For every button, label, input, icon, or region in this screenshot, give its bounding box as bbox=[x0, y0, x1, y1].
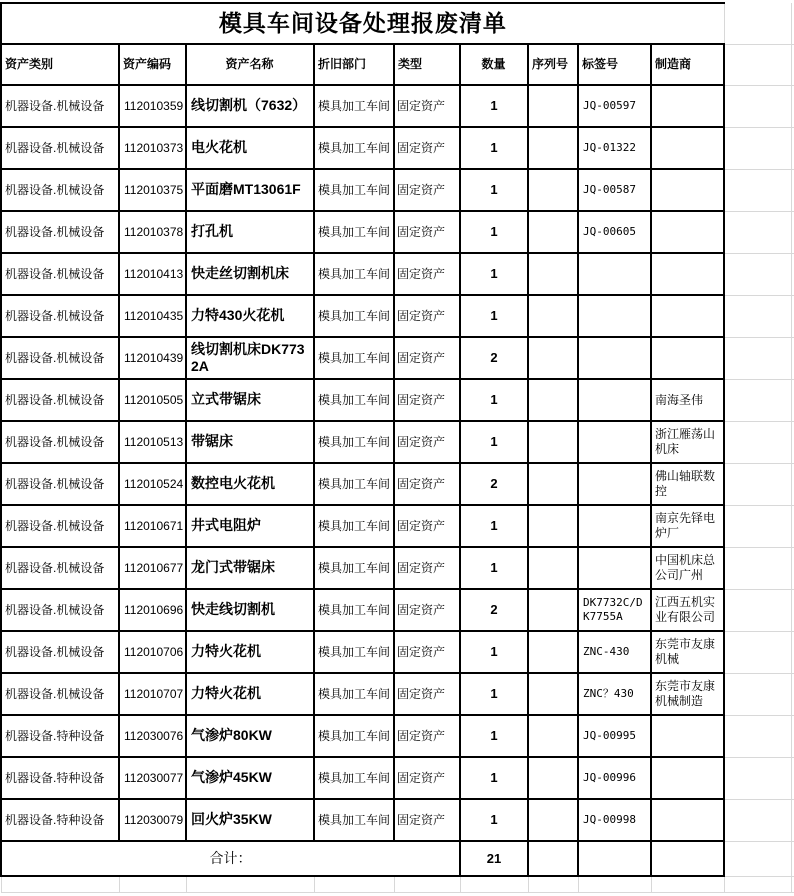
cell-quantity[interactable]: 2 bbox=[460, 589, 528, 631]
cell-manufacturer[interactable]: 江西五机实业有限公司 bbox=[651, 589, 724, 631]
cell-tag-number[interactable]: JQ-00996 bbox=[578, 757, 651, 799]
cell-tag-number[interactable] bbox=[578, 421, 651, 463]
cell-asset-category[interactable]: 机器设备.特种设备 bbox=[1, 799, 119, 841]
total-label[interactable]: 合计： bbox=[1, 841, 460, 876]
cell-depreciation-dept[interactable]: 模具加工车间 bbox=[314, 505, 394, 547]
gridline-cell bbox=[724, 3, 791, 44]
cell-tag-number[interactable]: DK7732C/DK7755A bbox=[578, 589, 651, 631]
cell-asset-code[interactable]: 112030079 bbox=[119, 799, 186, 841]
gridline-cell bbox=[724, 211, 791, 253]
cell-manufacturer[interactable]: 东莞市友康机械制造 bbox=[651, 673, 724, 715]
cell-quantity[interactable]: 1 bbox=[460, 295, 528, 337]
cell-asset-code[interactable]: 112010677 bbox=[119, 547, 186, 589]
cell-depreciation-dept[interactable]: 模具加工车间 bbox=[314, 715, 394, 757]
table-row bbox=[1, 337, 794, 379]
gridline-cell bbox=[119, 876, 186, 892]
cell-tag-number[interactable] bbox=[578, 463, 651, 505]
cell-type[interactable]: 固定资产 bbox=[394, 589, 460, 631]
table-row bbox=[1, 589, 794, 631]
cell-manufacturer[interactable] bbox=[651, 85, 724, 127]
column-header-asset-code[interactable]: 资产编码 bbox=[119, 44, 186, 85]
gridline-cell bbox=[724, 841, 791, 876]
cell-quantity[interactable]: 2 bbox=[460, 463, 528, 505]
gridline-cell bbox=[724, 379, 791, 421]
cell-depreciation-dept[interactable]: 模具加工车间 bbox=[314, 127, 394, 169]
cell-tag-number[interactable]: JQ-00995 bbox=[578, 715, 651, 757]
cell-type[interactable]: 固定资产 bbox=[394, 337, 460, 379]
cell-asset-category[interactable]: 机器设备.机械设备 bbox=[1, 169, 119, 211]
cell-manufacturer[interactable] bbox=[651, 757, 724, 799]
cell-depreciation-dept[interactable]: 模具加工车间 bbox=[314, 799, 394, 841]
gridline-cell bbox=[724, 463, 791, 505]
cell-tag-number[interactable] bbox=[578, 337, 651, 379]
cell-serial-number[interactable] bbox=[528, 421, 578, 463]
gridline-cell bbox=[394, 876, 460, 892]
cell-serial-number[interactable] bbox=[528, 589, 578, 631]
table-row bbox=[1, 631, 794, 673]
cell-tag-number[interactable] bbox=[578, 547, 651, 589]
cell-asset-category[interactable]: 机器设备.特种设备 bbox=[1, 757, 119, 799]
cell-quantity[interactable]: 1 bbox=[460, 757, 528, 799]
cell-type[interactable]: 固定资产 bbox=[394, 85, 460, 127]
cell-manufacturer[interactable]: 中国机床总公司广州 bbox=[651, 547, 724, 589]
cell-asset-category[interactable]: 机器设备.机械设备 bbox=[1, 379, 119, 421]
title-row bbox=[1, 3, 794, 44]
cell-manufacturer[interactable] bbox=[651, 295, 724, 337]
cell-manufacturer[interactable]: 佛山轴联数控 bbox=[651, 463, 724, 505]
table-row bbox=[1, 211, 794, 253]
cell-type[interactable]: 固定资产 bbox=[394, 673, 460, 715]
gridline-cell bbox=[724, 673, 791, 715]
cell-asset-category[interactable]: 机器设备.机械设备 bbox=[1, 85, 119, 127]
table-row bbox=[1, 799, 794, 841]
table-row bbox=[1, 253, 794, 295]
gridline-cell bbox=[578, 876, 651, 892]
cell-manufacturer[interactable] bbox=[651, 799, 724, 841]
cell-type[interactable]: 固定资产 bbox=[394, 421, 460, 463]
table-row bbox=[1, 463, 794, 505]
column-header-depreciation-dept[interactable]: 折旧部门 bbox=[314, 44, 394, 85]
column-header-quantity[interactable]: 数量 bbox=[460, 44, 528, 85]
gridline-cell bbox=[1, 876, 119, 892]
cell-asset-name[interactable]: 平面磨MT13061F bbox=[186, 169, 314, 211]
cell-tag-number[interactable]: ZNC-430 bbox=[578, 631, 651, 673]
cell-asset-code[interactable]: 112010505 bbox=[119, 379, 186, 421]
cell-asset-category[interactable]: 机器设备.机械设备 bbox=[1, 211, 119, 253]
column-header-type[interactable]: 类型 bbox=[394, 44, 460, 85]
gridline-cell bbox=[528, 876, 578, 892]
cell-depreciation-dept[interactable]: 模具加工车间 bbox=[314, 295, 394, 337]
cell-asset-name[interactable]: 快走线切割机 bbox=[186, 589, 314, 631]
cell-depreciation-dept[interactable]: 模具加工车间 bbox=[314, 547, 394, 589]
cell-manufacturer[interactable]: 东莞市友康机械 bbox=[651, 631, 724, 673]
gridline-cell bbox=[724, 295, 791, 337]
cell-manufacturer[interactable] bbox=[651, 841, 724, 876]
cell-asset-name[interactable]: 井式电阻炉 bbox=[186, 505, 314, 547]
gridline-cell bbox=[724, 631, 791, 673]
cell-tag-number[interactable]: JQ-00597 bbox=[578, 85, 651, 127]
cell-depreciation-dept[interactable]: 模具加工车间 bbox=[314, 589, 394, 631]
column-header-serial-number[interactable]: 序列号 bbox=[528, 44, 578, 85]
cell-type[interactable]: 固定资产 bbox=[394, 631, 460, 673]
cell-type[interactable]: 固定资产 bbox=[394, 253, 460, 295]
cell-depreciation-dept[interactable]: 模具加工车间 bbox=[314, 463, 394, 505]
gridline-cell bbox=[724, 505, 791, 547]
cell-quantity[interactable]: 1 bbox=[460, 505, 528, 547]
cell-manufacturer[interactable] bbox=[651, 211, 724, 253]
cell-asset-category[interactable]: 机器设备.机械设备 bbox=[1, 589, 119, 631]
cell-asset-code[interactable]: 112010706 bbox=[119, 631, 186, 673]
cell-serial-number[interactable] bbox=[528, 799, 578, 841]
cell-asset-name[interactable]: 快走丝切割机床 bbox=[186, 253, 314, 295]
bottom-gridline-row bbox=[1, 876, 794, 892]
cell-serial-number[interactable] bbox=[528, 673, 578, 715]
cell-type[interactable]: 固定资产 bbox=[394, 715, 460, 757]
cell-serial-number[interactable] bbox=[528, 715, 578, 757]
gridline-cell bbox=[724, 715, 791, 757]
cell-type[interactable]: 固定资产 bbox=[394, 379, 460, 421]
table-row bbox=[1, 547, 794, 589]
cell-quantity[interactable]: 1 bbox=[460, 421, 528, 463]
cell-manufacturer[interactable]: 浙江雁荡山机床 bbox=[651, 421, 724, 463]
cell-asset-name[interactable]: 力特火花机 bbox=[186, 673, 314, 715]
cell-quantity[interactable]: 1 bbox=[460, 169, 528, 211]
table-row bbox=[1, 757, 794, 799]
cell-asset-name[interactable]: 立式带锯床 bbox=[186, 379, 314, 421]
cell-depreciation-dept[interactable]: 模具加工车间 bbox=[314, 211, 394, 253]
cell-manufacturer[interactable]: 南京先铎电炉厂 bbox=[651, 505, 724, 547]
gridline-cell bbox=[314, 876, 394, 892]
cell-asset-name[interactable]: 打孔机 bbox=[186, 211, 314, 253]
table-row bbox=[1, 673, 794, 715]
cell-quantity[interactable]: 1 bbox=[460, 547, 528, 589]
cell-depreciation-dept[interactable]: 模具加工车间 bbox=[314, 673, 394, 715]
cell-depreciation-dept[interactable]: 模具加工车间 bbox=[314, 421, 394, 463]
cell-asset-name[interactable]: 力特火花机 bbox=[186, 631, 314, 673]
cell-serial-number[interactable] bbox=[528, 211, 578, 253]
cell-quantity[interactable]: 1 bbox=[460, 799, 528, 841]
cell-quantity[interactable]: 1 bbox=[460, 85, 528, 127]
cell-serial-number[interactable] bbox=[528, 463, 578, 505]
cell-asset-name[interactable]: 气渗炉80KW bbox=[186, 715, 314, 757]
cell-type[interactable]: 固定资产 bbox=[394, 211, 460, 253]
gridline-cell bbox=[724, 337, 791, 379]
cell-asset-name[interactable]: 线切割机床DK7732A bbox=[186, 337, 314, 379]
column-header-tag-number[interactable]: 标签号 bbox=[578, 44, 651, 85]
cell-tag-number[interactable] bbox=[578, 841, 651, 876]
cell-serial-number[interactable] bbox=[528, 631, 578, 673]
cell-asset-category[interactable]: 机器设备.机械设备 bbox=[1, 295, 119, 337]
cell-asset-name[interactable]: 龙门式带锯床 bbox=[186, 547, 314, 589]
gridline-cell bbox=[724, 44, 791, 85]
cell-asset-category[interactable]: 机器设备.机械设备 bbox=[1, 505, 119, 547]
cell-quantity[interactable]: 1 bbox=[460, 211, 528, 253]
cell-asset-category[interactable]: 机器设备.机械设备 bbox=[1, 547, 119, 589]
cell-tag-number[interactable] bbox=[578, 253, 651, 295]
cell-serial-number[interactable] bbox=[528, 85, 578, 127]
cell-manufacturer[interactable] bbox=[651, 715, 724, 757]
cell-asset-category[interactable]: 机器设备.机械设备 bbox=[1, 253, 119, 295]
cell-asset-code[interactable]: 112010413 bbox=[119, 253, 186, 295]
cell-quantity[interactable]: 1 bbox=[460, 673, 528, 715]
cell-type[interactable]: 固定资产 bbox=[394, 463, 460, 505]
cell-asset-code[interactable]: 112010439 bbox=[119, 337, 186, 379]
cell-manufacturer[interactable] bbox=[651, 253, 724, 295]
cell-tag-number[interactable]: JQ-00605 bbox=[578, 211, 651, 253]
cell-asset-name[interactable]: 数控电火花机 bbox=[186, 463, 314, 505]
cell-quantity[interactable]: 1 bbox=[460, 253, 528, 295]
gridline-cell bbox=[724, 757, 791, 799]
cell-asset-code[interactable]: 112010671 bbox=[119, 505, 186, 547]
cell-manufacturer[interactable]: 南海圣伟 bbox=[651, 379, 724, 421]
cell-serial-number[interactable] bbox=[528, 379, 578, 421]
cell-serial-number[interactable] bbox=[528, 253, 578, 295]
cell-serial-number[interactable] bbox=[528, 841, 578, 876]
gridline-cell bbox=[724, 547, 791, 589]
gridline-cell bbox=[724, 799, 791, 841]
cell-tag-number[interactable] bbox=[578, 295, 651, 337]
cell-asset-name[interactable]: 线切割机（7632） bbox=[186, 85, 314, 127]
cell-serial-number[interactable] bbox=[528, 169, 578, 211]
cell-tag-number[interactable]: JQ-00587 bbox=[578, 169, 651, 211]
cell-asset-code[interactable]: 112010378 bbox=[119, 211, 186, 253]
gridline-cell bbox=[724, 253, 791, 295]
cell-asset-code[interactable]: 112030076 bbox=[119, 715, 186, 757]
cell-asset-category[interactable]: 机器设备.机械设备 bbox=[1, 673, 119, 715]
table-body bbox=[1, 85, 794, 841]
cell-tag-number[interactable]: JQ-00998 bbox=[578, 799, 651, 841]
cell-tag-number[interactable]: ZNC？430 bbox=[578, 673, 651, 715]
table-row bbox=[1, 127, 794, 169]
cell-depreciation-dept[interactable]: 模具加工车间 bbox=[314, 253, 394, 295]
cell-quantity[interactable]: 2 bbox=[460, 337, 528, 379]
gridline-cell bbox=[724, 876, 791, 892]
cell-asset-code[interactable]: 112030077 bbox=[119, 757, 186, 799]
cell-asset-name[interactable]: 气渗炉45KW bbox=[186, 757, 314, 799]
cell-type[interactable]: 固定资产 bbox=[394, 295, 460, 337]
cell-asset-name[interactable]: 带锯床 bbox=[186, 421, 314, 463]
table-row bbox=[1, 421, 794, 463]
table-row bbox=[1, 505, 794, 547]
cell-type[interactable]: 固定资产 bbox=[394, 505, 460, 547]
cell-asset-code[interactable]: 112010513 bbox=[119, 421, 186, 463]
cell-asset-category[interactable]: 机器设备.特种设备 bbox=[1, 715, 119, 757]
gridline-cell bbox=[724, 85, 791, 127]
cell-asset-code[interactable]: 112010435 bbox=[119, 295, 186, 337]
header-row bbox=[1, 44, 794, 85]
cell-asset-name[interactable]: 电火花机 bbox=[186, 127, 314, 169]
table-row bbox=[1, 85, 794, 127]
cell-quantity[interactable]: 1 bbox=[460, 631, 528, 673]
cell-depreciation-dept[interactable]: 模具加工车间 bbox=[314, 85, 394, 127]
table-row bbox=[1, 379, 794, 421]
column-header-asset-name[interactable]: 资产名称 bbox=[186, 44, 314, 85]
gridline-cell bbox=[724, 589, 791, 631]
cell-serial-number[interactable] bbox=[528, 337, 578, 379]
cell-depreciation-dept[interactable]: 模具加工车间 bbox=[314, 337, 394, 379]
cell-type[interactable]: 固定资产 bbox=[394, 757, 460, 799]
cell-asset-code[interactable]: 112010375 bbox=[119, 169, 186, 211]
total-row bbox=[1, 841, 794, 876]
cell-serial-number[interactable] bbox=[528, 547, 578, 589]
cell-type[interactable]: 固定资产 bbox=[394, 127, 460, 169]
table-row bbox=[1, 169, 794, 211]
cell-asset-code[interactable]: 112010707 bbox=[119, 673, 186, 715]
cell-asset-category[interactable]: 机器设备.机械设备 bbox=[1, 463, 119, 505]
cell-serial-number[interactable] bbox=[528, 757, 578, 799]
column-header-manufacturer[interactable]: 制造商 bbox=[651, 44, 724, 85]
cell-type[interactable]: 固定资产 bbox=[394, 799, 460, 841]
table-row bbox=[1, 715, 794, 757]
cell-manufacturer[interactable] bbox=[651, 169, 724, 211]
cell-tag-number[interactable]: JQ-01322 bbox=[578, 127, 651, 169]
cell-serial-number[interactable] bbox=[528, 505, 578, 547]
cell-manufacturer[interactable] bbox=[651, 337, 724, 379]
cell-type[interactable]: 固定资产 bbox=[394, 547, 460, 589]
cell-serial-number[interactable] bbox=[528, 295, 578, 337]
cell-tag-number[interactable] bbox=[578, 379, 651, 421]
cell-asset-name[interactable]: 回火炉35KW bbox=[186, 799, 314, 841]
cell-asset-category[interactable]: 机器设备.机械设备 bbox=[1, 631, 119, 673]
cell-quantity[interactable]: 1 bbox=[460, 127, 528, 169]
cell-asset-category[interactable]: 机器设备.机械设备 bbox=[1, 421, 119, 463]
cell-type[interactable]: 固定资产 bbox=[394, 169, 460, 211]
scrap-list-sheet bbox=[0, 2, 794, 893]
cell-asset-code[interactable]: 112010373 bbox=[119, 127, 186, 169]
total-quantity[interactable]: 21 bbox=[460, 841, 528, 876]
cell-asset-code[interactable]: 112010524 bbox=[119, 463, 186, 505]
cell-depreciation-dept[interactable]: 模具加工车间 bbox=[314, 631, 394, 673]
cell-asset-category[interactable]: 机器设备.机械设备 bbox=[1, 127, 119, 169]
cell-asset-code[interactable]: 112010696 bbox=[119, 589, 186, 631]
cell-asset-category[interactable]: 机器设备.机械设备 bbox=[1, 337, 119, 379]
gridline-cell bbox=[724, 169, 791, 211]
column-header-asset-category[interactable]: 资产类别 bbox=[1, 44, 119, 85]
cell-asset-code[interactable]: 112010359 bbox=[119, 85, 186, 127]
gridline-cell bbox=[651, 876, 724, 892]
table-row bbox=[1, 295, 794, 337]
cell-depreciation-dept[interactable]: 模具加工车间 bbox=[314, 169, 394, 211]
cell-depreciation-dept[interactable]: 模具加工车间 bbox=[314, 757, 394, 799]
cell-asset-name[interactable]: 力特430火花机 bbox=[186, 295, 314, 337]
cell-serial-number[interactable] bbox=[528, 127, 578, 169]
cell-quantity[interactable]: 1 bbox=[460, 379, 528, 421]
gridline-cell bbox=[186, 876, 314, 892]
cell-depreciation-dept[interactable]: 模具加工车间 bbox=[314, 379, 394, 421]
gridline-cell bbox=[460, 876, 528, 892]
gridline-cell bbox=[724, 127, 791, 169]
gridline-cell bbox=[724, 421, 791, 463]
cell-manufacturer[interactable] bbox=[651, 127, 724, 169]
cell-tag-number[interactable] bbox=[578, 505, 651, 547]
page-title[interactable]: 模具车间设备处理报废清单 bbox=[1, 3, 724, 44]
cell-quantity[interactable]: 1 bbox=[460, 715, 528, 757]
